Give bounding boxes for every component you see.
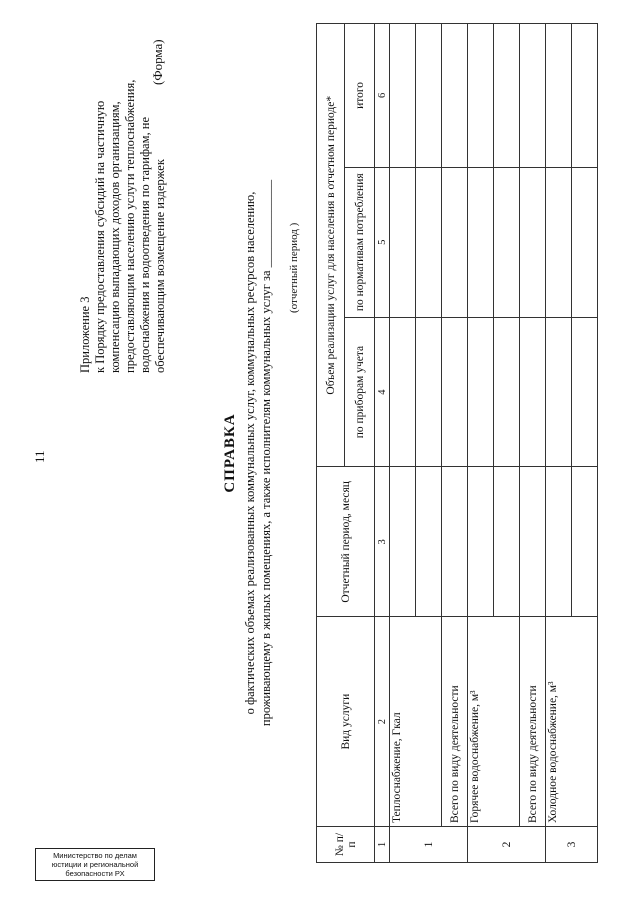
table-cell[interactable] [572, 466, 598, 616]
table-cell[interactable] [416, 317, 442, 467]
column-number: 5 [375, 167, 390, 317]
table-cell[interactable] [546, 167, 572, 317]
appendix-line: обеспечивающим возмещение издержек [153, 158, 167, 373]
appendix-line: водоснабжения и водоотведения по тарифам, не [138, 116, 152, 373]
table-row [546, 23, 572, 862]
column-number: 2 [375, 616, 390, 826]
table-cell[interactable] [390, 167, 416, 317]
subtotal-label: Всего по виду деятельности [442, 616, 468, 826]
table-cell[interactable] [494, 23, 520, 167]
table-cell[interactable] [416, 23, 442, 167]
header-volume-group: Объем реализации услуг для населения в отчетном периоде* [317, 23, 345, 466]
table-cell[interactable] [442, 23, 468, 167]
table-cell[interactable] [520, 167, 546, 317]
stamp-line: юстиции и региональной [51, 860, 139, 869]
table-cell[interactable] [468, 167, 494, 317]
service-name: Горячее водоснабжение, м³ [468, 616, 520, 826]
column-number: 6 [375, 23, 390, 167]
header-row [317, 23, 345, 862]
service-name: Теплоснабжение, Гкал [390, 616, 442, 826]
column-number: 3 [375, 466, 390, 616]
period-caption: (отчетный период ) [288, 222, 300, 313]
table-cell[interactable] [520, 466, 546, 616]
table-cell[interactable] [494, 466, 520, 616]
subtitle-line: проживающему в жилых помещениях, а также исполнителям коммунальных услуг за ______________ [259, 179, 273, 726]
subtotal-label: Всего по виду деятельности [520, 616, 546, 826]
column-number: 4 [375, 317, 390, 467]
table-cell[interactable] [442, 317, 468, 467]
services-table [316, 23, 598, 863]
row-number: 1 [390, 826, 468, 862]
page-number: 11 [32, 449, 47, 463]
table-cell[interactable] [494, 167, 520, 317]
form-label: (Форма) [150, 38, 165, 85]
subtitle-line: о фактических объемах реализованных коммунальных услуг, коммунальных ресурсов населению, [243, 191, 257, 714]
stamp-line: Министерство по делам [53, 851, 137, 860]
appendix-line: к Порядку предоставления субсидий на частичную [93, 100, 107, 373]
table-cell[interactable] [572, 167, 598, 317]
table-cell[interactable] [468, 466, 494, 616]
table-cell[interactable] [390, 23, 416, 167]
ministry-stamp [35, 848, 155, 881]
service-name: Холодное водоснабжение, м³ [546, 616, 598, 826]
row-number: 2 [468, 826, 546, 862]
table-cell[interactable] [390, 466, 416, 616]
table-cell[interactable] [416, 466, 442, 616]
table-cell[interactable] [442, 167, 468, 317]
table-cell[interactable] [468, 317, 494, 467]
header-by-meters: по приборам учета [345, 317, 375, 467]
table-cell[interactable] [546, 466, 572, 616]
column-number: 1 [375, 826, 390, 862]
appendix-line: Приложение 3 [78, 296, 92, 373]
table-cell[interactable] [520, 23, 546, 167]
row-number: 3 [546, 826, 598, 862]
table-cell[interactable] [468, 23, 494, 167]
appendix-note [78, 43, 168, 373]
column-number-row [375, 23, 390, 862]
table-cell[interactable] [390, 317, 416, 467]
table-row [390, 23, 416, 862]
table-cell[interactable] [572, 23, 598, 167]
table-cell[interactable] [494, 317, 520, 467]
table-cell[interactable] [442, 466, 468, 616]
rotated-page [20, 13, 620, 893]
subtotal-row [442, 23, 468, 862]
table-cell[interactable] [416, 167, 442, 317]
table-cell[interactable] [546, 317, 572, 467]
table-cell[interactable] [520, 317, 546, 467]
header-service: Вид услуги [317, 616, 375, 826]
subtotal-row [520, 23, 546, 862]
table-cell[interactable] [572, 317, 598, 467]
table-row [468, 23, 494, 862]
header-period: Отчетный период, месяц [317, 466, 375, 616]
stamp-line: безопасности РХ [65, 869, 125, 878]
header-total: итого [345, 23, 375, 167]
document-title: СПРАВКА [222, 412, 238, 493]
appendix-line: компенсацию выпадающих доходов организациям, [108, 100, 122, 373]
document-subtitle [242, 53, 274, 853]
header-num: № п/п [317, 826, 375, 862]
table-cell[interactable] [546, 23, 572, 167]
appendix-line: предоставляющим населению услуги теплоснабжения, [123, 79, 137, 373]
header-by-norms: по нормативам потребления [345, 167, 375, 317]
